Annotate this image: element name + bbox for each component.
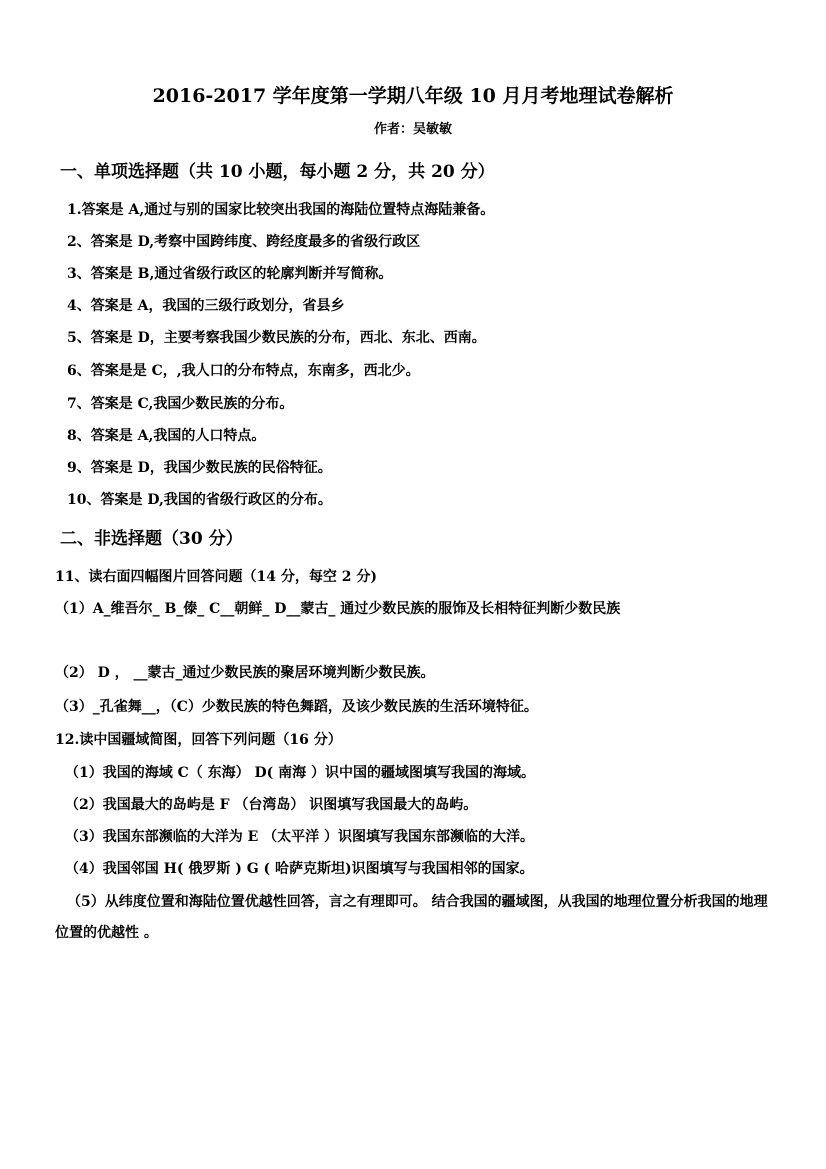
document-title: 2016-2017 学年度第一学期八年级 10 月月考地理试卷解析	[152, 85, 674, 107]
question-11-answer-3: （3）_孔雀舞__，（C）少数民族的特色舞蹈，及该少数民族的生活环境特征。	[55, 699, 538, 715]
answer-item-7: 7、答案是 C,我国少数民族的分布。	[67, 396, 294, 412]
question-12-answer-1: （1）我国的海域 C（ 东海） D( 南海 ）识中国的疆域图填写我国的海域。	[65, 765, 536, 781]
answer-item-5: 5、答案是 D，主要考察我国少数民族的分布，西北、东北、西南。	[67, 330, 486, 346]
section1-heading: 一、单项选择题（共 10 小题，每小题 2 分，共 20 分）	[60, 162, 495, 182]
question-11-answer-2: （2） D ， __蒙古_通过少数民族的聚居环境判断少数民族。	[55, 665, 435, 681]
answer-item-9: 9、答案是 D，我国少数民族的民俗特征。	[67, 460, 332, 476]
question-12-answer-2: （2）我国最大的岛屿是 F （台湾岛） 识图填写我国最大的岛屿。	[65, 797, 478, 813]
question-12-answer-3: （3）我国东部濒临的大洋为 E （太平洋 ）识图填写我国东部濒临的大洋。	[65, 829, 535, 845]
answer-item-1: 1.答案是 A,通过与别的国家比较突出我国的海陆位置特点海陆兼备。	[67, 202, 495, 218]
question-12-title: 12.读中国疆域简图，回答下列问题（16 分）	[55, 732, 342, 748]
answer-item-6: 6、答案是是 C，,我人口的分布特点，东南多，西北少。	[67, 363, 420, 379]
author-line: 作者：吴敏敏	[373, 122, 452, 137]
question-11-answer-1: （1）A_维吾尔_ B_傣_ C__朝鲜_ D__蒙古_ 通过少数民族的服饰及长相特征判断少数民族	[55, 601, 621, 617]
answer-item-10: 10、答案是 D,我国的省级行政区的分布。	[67, 492, 332, 508]
answer-item-3: 3、答案是 B,通过省级行政区的轮廓判断并写简称。	[67, 266, 393, 282]
question-12-answer-4: （4）我国邻国 H( 俄罗斯 ) G ( 哈萨克斯坦)识图填写与我国相邻的国家。	[65, 861, 534, 877]
answer-item-8: 8、答案是 A,我国的人口特点。	[67, 428, 266, 444]
question-11-title: 11、读右面四幅图片回答问题（14 分，每空 2 分)	[55, 569, 377, 585]
answer-item-4: 4、答案是 A，我国的三级行政划分，省县乡	[67, 298, 345, 314]
question-12-answer-5: （5）从纬度位置和海陆位置优越性回答，言之有理即可。 结合我国的疆域图，从我国的地理位置分析我国的地理位置的优越性 。	[55, 894, 768, 941]
section2-heading: 二、非选择题（30 分）	[60, 529, 243, 549]
answer-item-2: 2、答案是 D,考察中国跨纬度、跨经度最多的省级行政区	[67, 234, 421, 250]
